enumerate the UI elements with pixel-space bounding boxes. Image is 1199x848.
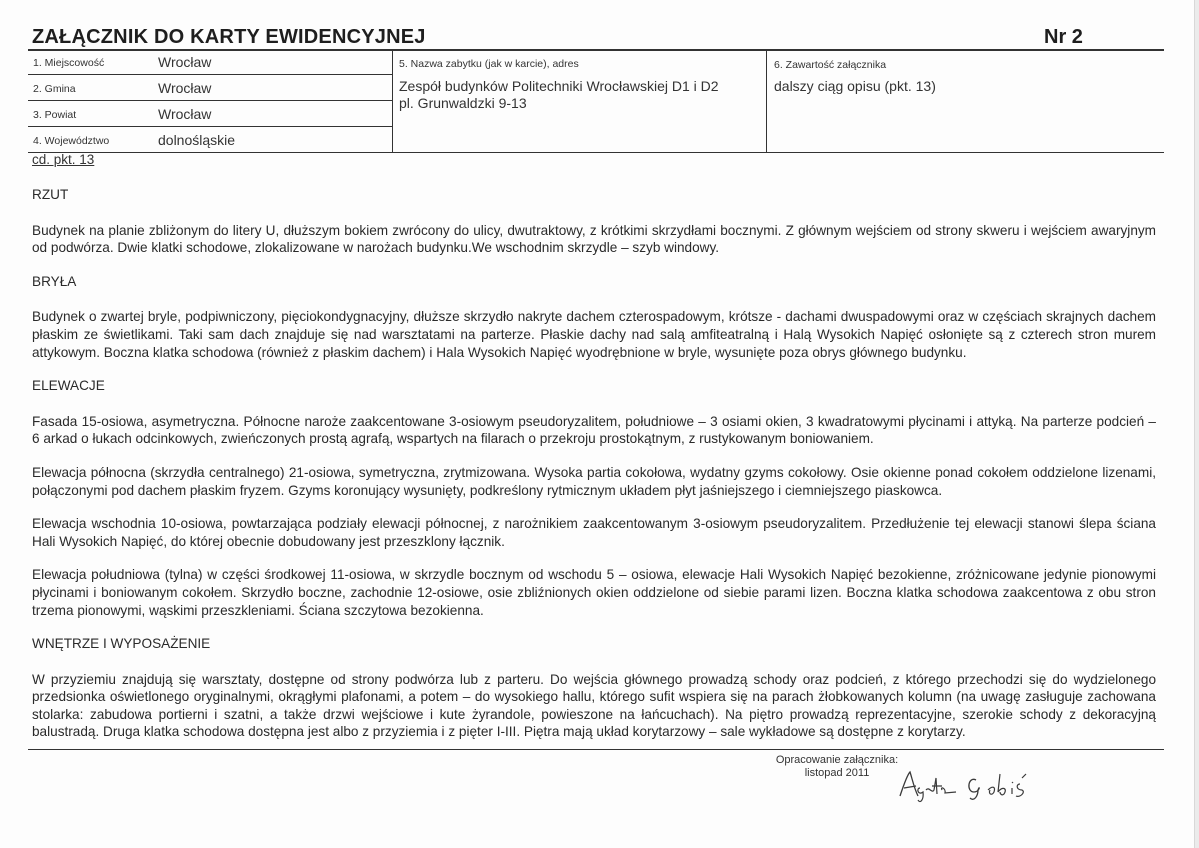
field-label-gmina: 2. Gmina: [33, 83, 76, 95]
monument-label: 5. Nazwa zabytku (jak w karcie), adres: [399, 58, 579, 70]
prepared-date: listopad 2011: [804, 767, 870, 779]
section-heading-elewacje: ELEWACJE: [32, 378, 105, 394]
monument-address: pl. Grunwaldzki 9-13: [399, 95, 527, 111]
header-rule: [28, 49, 1164, 51]
paragraph: Elewacja południowa (tylna) w części środkowej 11-osiowa, w skrzydle bocznym od wschodu 5 – osiowa, elewacje Hali Wysokich Napięć bezokienne, zróżnicowane jedynie pionowymi płycinami i boniowanym cokołem. Skrzydło boczne, zachodnie 12-osiowe, osie zbliźnionych okien oddzielone od siebie parami lizen. Boczna klatka schodowa zaakcentowa z obu stron trzema pionowymi, wąskimi przeszkleniami. Ściana szczytowa bezokienna.: [32, 567, 1156, 618]
row-divider: [28, 126, 392, 127]
paragraph: Fasada 15-osiowa, asymetryczna. Północne naroże zaakcentowane 3-osiowym pseudoryzalitem, południowe – 3 osiami okien, 3 kwadratowymi płycinami i attyką. Na parterze podcień – 6 arkad o łukach odcinkowych, zwieńczonych prostą agrafą, wspartych na filarach o przekroju prostokątnym, z rustykowanym boniowaniem.: [32, 413, 1156, 447]
handwritten-signature: [896, 766, 1046, 806]
field-value-gmina: Wrocław: [158, 80, 212, 96]
field-label-powiat: 3. Powiat: [33, 109, 77, 121]
paragraph: Elewacja wschodnia 10-osiowa, powtarzająca podziały elewacji północnej, z narożnikiem zaakcentowanym 3-osiowym pseudoryzalitem. Przedłużenie tej elewacji stanowi ślepa ściana Hali Wysokich Napięć, do której obecnie dobudowany jest przeszklony łącznik.: [32, 516, 1156, 549]
content-value: dalszy ciąg opisu (pkt. 13): [774, 78, 936, 94]
column-divider: [392, 50, 393, 152]
paragraph: Budynek o zwartej bryle, podpiwniczony, pięciokondygnacyjny, dłuższe skrzydło nakryte dachem czterospadowym, krótsze - dachami dwuspadowymi oraz w częściach skrajnych dachem płaskim ze świetlikami. Taki sam dach znajduje się nad warsztatami na parterze. Płaskie dachy nad salą amfiteatralną i Halą Wysokich Napięć osłonięte są z czterech stron murem attykowym. Boczna klatka schodowa (również z płaskim dachem) i Hala Wysokich Napięć wyodrębnione w bryle, wysunięte poza obrys głównego budynku.: [32, 309, 1156, 360]
field-value-miejscowosc: Wrocław: [158, 54, 212, 70]
monument-name: Zespół budynków Politechniki Wrocławskiej D1 i D2: [399, 78, 719, 94]
prepared-label: Opracowanie załącznika:: [775, 754, 899, 766]
description-body: [32, 186, 1156, 757]
field-label-wojewodztwo: 4. Województwo: [33, 135, 110, 147]
paragraph: Elewacja północna (skrzydła centralnego) 21-osiowa, symetryczna, zrytmizowana. Wysoka partia cokołowa, wydatny gzyms cokołowy. Osie okienne ponad cokołem oddzielone lizenami, połączonymi pod dachem płaskim fryzem. Gzyms koronujący wysunięty, podkreślony rytmicznym układem płyt jaśniejszego i ciemniejszego piaskowca.: [32, 464, 1156, 498]
row-divider: [28, 74, 392, 75]
field-value-powiat: Wrocław: [158, 106, 212, 122]
field-value-wojewodztwo: dolnośląskie: [158, 132, 236, 148]
paragraph: Budynek na planie zbliżonym do litery U, dłuższym bokiem zwrócony do ulicy, dwutraktowy, z krótkimi skrzydłami bocznymi. Z głównym wejściem od strony skweru i wejściem awaryjnym od podwórza. Dwie klatki schodowe, zlokalizowane w narożach budynku.We wschodnim skrzydle – szyb windowy.: [32, 222, 1156, 256]
section-heading-wnetrze: WNĘTRZE I WYPOSAŻENIE: [32, 636, 211, 652]
row-divider: [28, 100, 392, 101]
continuation-label: cd. pkt. 13: [32, 152, 95, 167]
field-label-miejscowosc: 1. Miejscowość: [33, 57, 105, 69]
table-bottom-rule: [28, 152, 1164, 153]
attachment-number: Nr 2: [1044, 26, 1083, 48]
section-heading-rzut: RZUT: [32, 187, 69, 202]
section-heading-bryla: BRYŁA: [32, 273, 77, 289]
prepared-by: [772, 754, 902, 780]
footer-rule: [28, 749, 1164, 750]
paragraph: W przyziemiu znajdują się warsztaty, dostępne od strony podwórza lub z parteru. Do wejścia głównego prowadzą schody oraz podcień, z którego przechodzi się do wydzielonego przedsionka oświetlonego oryginalnymi, okrągłymi plafonami, a potem – do wysokiego hallu, którego sufit wspiera się na parach żłobkowanych kolumn (na uwagę zasługuje zachowana stolarka: zabudowa portierni i szatni, a także drzwi wejściowe i kute żyrandole, powieszone na łańcuchach). Na piętro prowadzą reprezentacyjne, szerokie schody z dekoracyjną balustradą. Druga klatka schodowa dostępna jest albo z przyziemia i z pięter I-III. Piętra mają układ korytarzowy – sale wykładowe są dostępne z korytarzy.: [32, 671, 1156, 740]
column-divider: [766, 50, 767, 152]
content-label: 6. Zawartość załącznika: [774, 59, 887, 71]
document-title: ZAŁĄCZNIK DO KARTY EWIDENCYJNEJ: [32, 26, 426, 48]
